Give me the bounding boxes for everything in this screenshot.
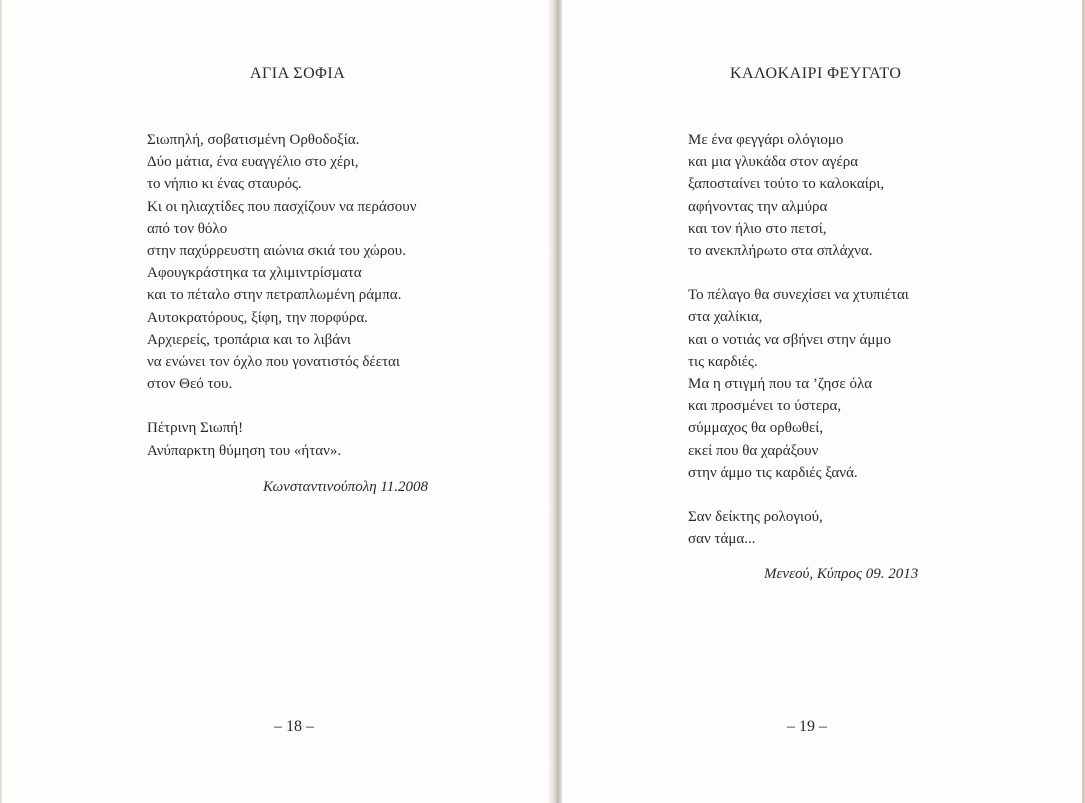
poem-line: Μα η στιγμή που τα ’ζησε όλα [688,376,873,393]
place-date-signature: Μενεού, Κύπρος 09. 2013 [764,566,919,582]
poem-line: σύμμαχος θα ορθωθεί, [688,420,824,437]
poem-line: στον Θεό του. [147,376,233,393]
poem-line: Σαν δείκτης ρολογιού, [688,509,823,526]
poem-line: Κι οι ηλιαχτίδες που πασχίζουν να περάσουν [147,198,417,215]
right-page [562,0,1085,803]
stanza [688,129,909,262]
poem-title: ΑΓΙΑ ΣΟΦΙΑ [250,65,346,82]
poem-line: ξαποσταίνει τούτο το καλοκαίρι, [688,176,885,193]
poem-line: Το πέλαγο θα συνεχίσει να χτυπιέται [688,287,909,304]
poem-line: και τον ήλιο στο πετσί, [688,220,827,237]
poem-line: Πέτρινη Σιωπή! [147,420,244,437]
poem-line: να ενώνει τον όχλο που γονατιστός δέεται [147,354,400,371]
page-edge [0,0,2,803]
poem-line: αφήνοντας την αλμύρα [688,198,828,215]
poem-title: ΚΑΛΟΚΑΙΡΙ ΦΕΥΓΑΤΟ [730,65,902,82]
stanza [147,129,417,395]
stanza [688,284,909,484]
stanza [688,506,909,550]
poem-line: Σιωπηλή, σοβατισμένη Ορθοδοξία. [147,132,360,148]
poem-line: και το πέταλο στην πετραπλωμένη ράμπα. [147,287,402,304]
poem-line: Με ένα φεγγάρι ολόγιομο [688,132,844,148]
poem-line: εκεί που θα χαράξουν [688,442,819,459]
poem-line: και προσμένει το ύστερα, [688,398,842,415]
poem-line: Αρχιερείς, τροπάρια και το λιβάνι [147,331,351,348]
poem-body [147,129,417,484]
poem-line: τις καρδιές. [688,353,758,370]
poem-line: το ανεκπλήρωτο στα σπλάχνα. [688,243,873,260]
poem-line: στην παχύρρευστη αιώνια σκιά του χώρου. [147,243,406,260]
poem-line: και ο νοτιάς να σβήνει στην άμμο [688,331,891,348]
poem-body [688,129,909,572]
poem-line: το νήπιο κι ένας σταυρός. [147,176,302,193]
page-number: – 18 – [274,718,314,735]
poem-line: και μια γλυκάδα στον αγέρα [688,154,859,171]
poem-line: Ανύπαρκτη θύμηση του «ήταν». [147,442,342,459]
stanza [147,417,417,461]
poem-line: Δύο μάτια, ένα ευαγγέλιο στο χέρι, [147,154,359,171]
place-date-signature: Κωνσταντινούπολη 11.2008 [263,479,429,495]
poem-line: σαν τάμα... [688,531,756,548]
poem-line: στα χαλίκια, [688,309,763,326]
poem-line: Αυτοκρατόρους, ξίφη, την πορφύρα. [147,309,368,326]
poem-line: Αφουγκράστηκα τα χλιμιντρίσματα [147,265,362,282]
poem-line: στην άμμο τις καρδιές ξανά. [688,464,858,481]
page-number: – 19 – [787,718,827,735]
poem-line: από τον θόλο [147,220,228,237]
